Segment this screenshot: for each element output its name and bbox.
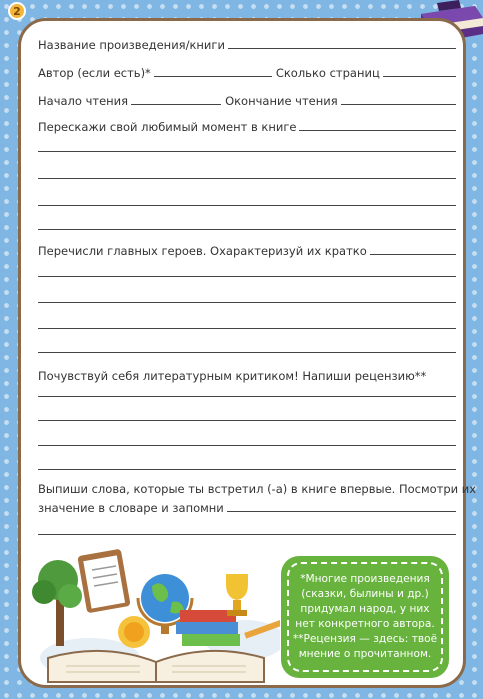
review-label: Почувствуй себя литературным критиком! Напиши рецензию** bbox=[38, 369, 427, 383]
heroes-line-4[interactable] bbox=[38, 352, 456, 353]
books-globe-trophy-illustration bbox=[30, 540, 280, 690]
heroes-line-3[interactable] bbox=[38, 328, 456, 329]
review-row bbox=[38, 365, 456, 383]
author-label: Автор (если есть)* bbox=[38, 66, 151, 80]
footnote-line: мнение о прочитанном. bbox=[298, 648, 432, 660]
heroes-label: Перечисли главных героев. Охарактеризуй их кратко bbox=[38, 244, 367, 258]
retell-label: Перескажи свой любимый момент в книге bbox=[38, 120, 297, 134]
footnote-box bbox=[281, 556, 449, 678]
words-field[interactable] bbox=[227, 510, 456, 512]
footnote-line: *Многие произведения bbox=[300, 573, 430, 585]
end-label: Окончание чтения bbox=[225, 94, 338, 108]
heroes-row bbox=[38, 240, 456, 258]
heroes-field[interactable] bbox=[370, 253, 456, 255]
pages-label: Сколько страниц bbox=[275, 66, 380, 80]
end-field[interactable] bbox=[341, 103, 456, 105]
author-row bbox=[38, 62, 456, 80]
words-row-2 bbox=[38, 497, 456, 515]
start-field[interactable] bbox=[131, 103, 221, 105]
footnote-line: (сказки, былины и др.) bbox=[301, 588, 429, 600]
footnote-line: придумал народ, у них bbox=[300, 603, 430, 615]
retell-line-3[interactable] bbox=[38, 205, 456, 206]
dates-row bbox=[38, 90, 456, 108]
words-row-1 bbox=[38, 478, 477, 496]
author-field[interactable] bbox=[154, 75, 272, 77]
page-number: 2 bbox=[8, 2, 26, 20]
pages-field[interactable] bbox=[383, 75, 456, 77]
footnote-text bbox=[287, 562, 443, 672]
review-line-4[interactable] bbox=[38, 469, 456, 470]
review-line-3[interactable] bbox=[38, 445, 456, 446]
retell-line-1[interactable] bbox=[38, 151, 456, 152]
retell-field[interactable] bbox=[299, 129, 456, 131]
words-line-1[interactable] bbox=[38, 534, 456, 535]
title-field[interactable] bbox=[228, 47, 456, 49]
retell-line-4[interactable] bbox=[38, 229, 456, 230]
retell-line-2[interactable] bbox=[38, 178, 456, 179]
retell-row bbox=[38, 116, 456, 134]
review-line-1[interactable] bbox=[38, 396, 456, 397]
review-line-2[interactable] bbox=[38, 420, 456, 421]
title-label: Название произведения/книги bbox=[38, 38, 225, 52]
footnote-line: нет конкретного автора. bbox=[295, 618, 435, 630]
start-label: Начало чтения bbox=[38, 94, 129, 108]
title-row bbox=[38, 34, 456, 52]
heroes-line-1[interactable] bbox=[38, 276, 456, 277]
words-label-2: значение в словаре и запомни bbox=[38, 501, 224, 515]
words-label-1: Выпиши слова, которые ты встретил (-а) в книге впервые. Посмотри их bbox=[38, 482, 477, 496]
footnote-line: **Рецензия — здесь: твоё bbox=[292, 633, 438, 645]
heroes-line-2[interactable] bbox=[38, 302, 456, 303]
